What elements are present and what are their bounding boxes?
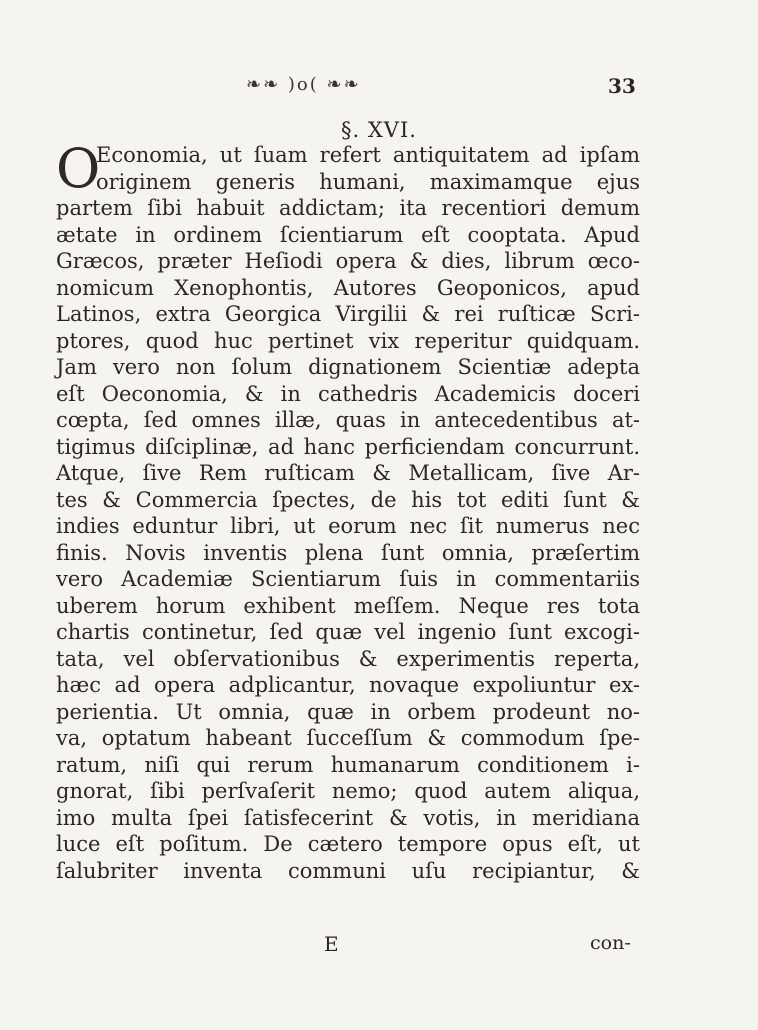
text-line: nomicum Xenophontis, Autores Geoponicos, apud [56, 275, 640, 300]
catchword: con- [590, 932, 631, 954]
text-line: uberem horum exhibent meſſem. Neque res tota [56, 593, 640, 618]
text-line: Latinos, extra Georgica Virgilii & rei ruſticæ Scri- [56, 302, 640, 326]
text-line: partem ſibi habuit addictam; ita recentiori demum [56, 196, 640, 220]
text-line: finis. Novis inventis plena ſunt omnia, præſertim [56, 540, 640, 565]
text-line: vero Academiæ Scientiarum ſuis in commentariis [56, 567, 640, 591]
text-line: tata, vel obſervationibus & experimentis reperta, [56, 646, 640, 671]
section-heading: §. XVI. [341, 118, 417, 142]
text-line: imo multa ſpei ſatisfecerint & votis, in meridiana [56, 805, 640, 830]
text-line: ratum, niſi qui rerum humanarum conditionem i- [56, 752, 640, 777]
body-text [56, 137, 640, 884]
text-line: chartis continetur, ſed quæ vel ingenio ſunt excogi- [56, 620, 640, 644]
signature-mark: E [324, 932, 339, 956]
text-line: cœpta, ſed omnes illæ, quas in antecedentibus at- [56, 408, 640, 432]
text-line: Græcos, præter Heſiodi opera & dies, librum œco- [56, 249, 640, 273]
body-lines [56, 195, 640, 884]
text-line: ætate in ordinem ſcientiarum eſt cooptata. Apud [56, 222, 640, 247]
text-line: gnorat, ſibi perſvaſerit nemo; quod autem aliqua, [56, 779, 640, 803]
text-line: indies eduntur libri, ut eorum nec ſit numerus nec [56, 514, 640, 538]
text-line: Jam vero non ſolum dignationem Scientiæ adepta [56, 355, 640, 379]
text-line: va, optatum habeant ſucceſſum & commodum ſpe- [56, 726, 640, 750]
text-line: perientia. Ut omnia, quæ in orbem prodeunt no- [56, 699, 640, 724]
text-line: hæc ad opera adplicantur, novaque expoliuntur ex- [56, 673, 640, 697]
page-number: 33 [608, 74, 636, 98]
text-line: ſalubriter inventa communi uſu recipiantur, & [56, 858, 640, 883]
text-line: Atque, ſive Rem ruſticam & Metallicam, ſive Ar- [56, 461, 640, 485]
text-line: luce eſt poſitum. De cætero tempore opus eſt, ut [56, 832, 640, 856]
text-line: eſt Oeconomia, & in cathedris Academicis doceri [56, 381, 640, 406]
header-ornament: ❧❧ )o( ❧❧ [246, 74, 361, 95]
text-line: originem generis humani, maximamque ejus [96, 169, 640, 194]
text-line: tigimus diſciplinæ, ad hanc perficiendam concurrunt. [56, 434, 640, 459]
text-line: ptores, quod huc pertinet vix reperitur quidquam. [56, 328, 640, 353]
text-line: Economia, ut ſuam refert antiquitatem ad ipſam [96, 143, 640, 167]
text-line: tes & Commercia ſpectes, de his tot editi ſunt & [56, 487, 640, 512]
drop-cap: O [56, 137, 101, 200]
